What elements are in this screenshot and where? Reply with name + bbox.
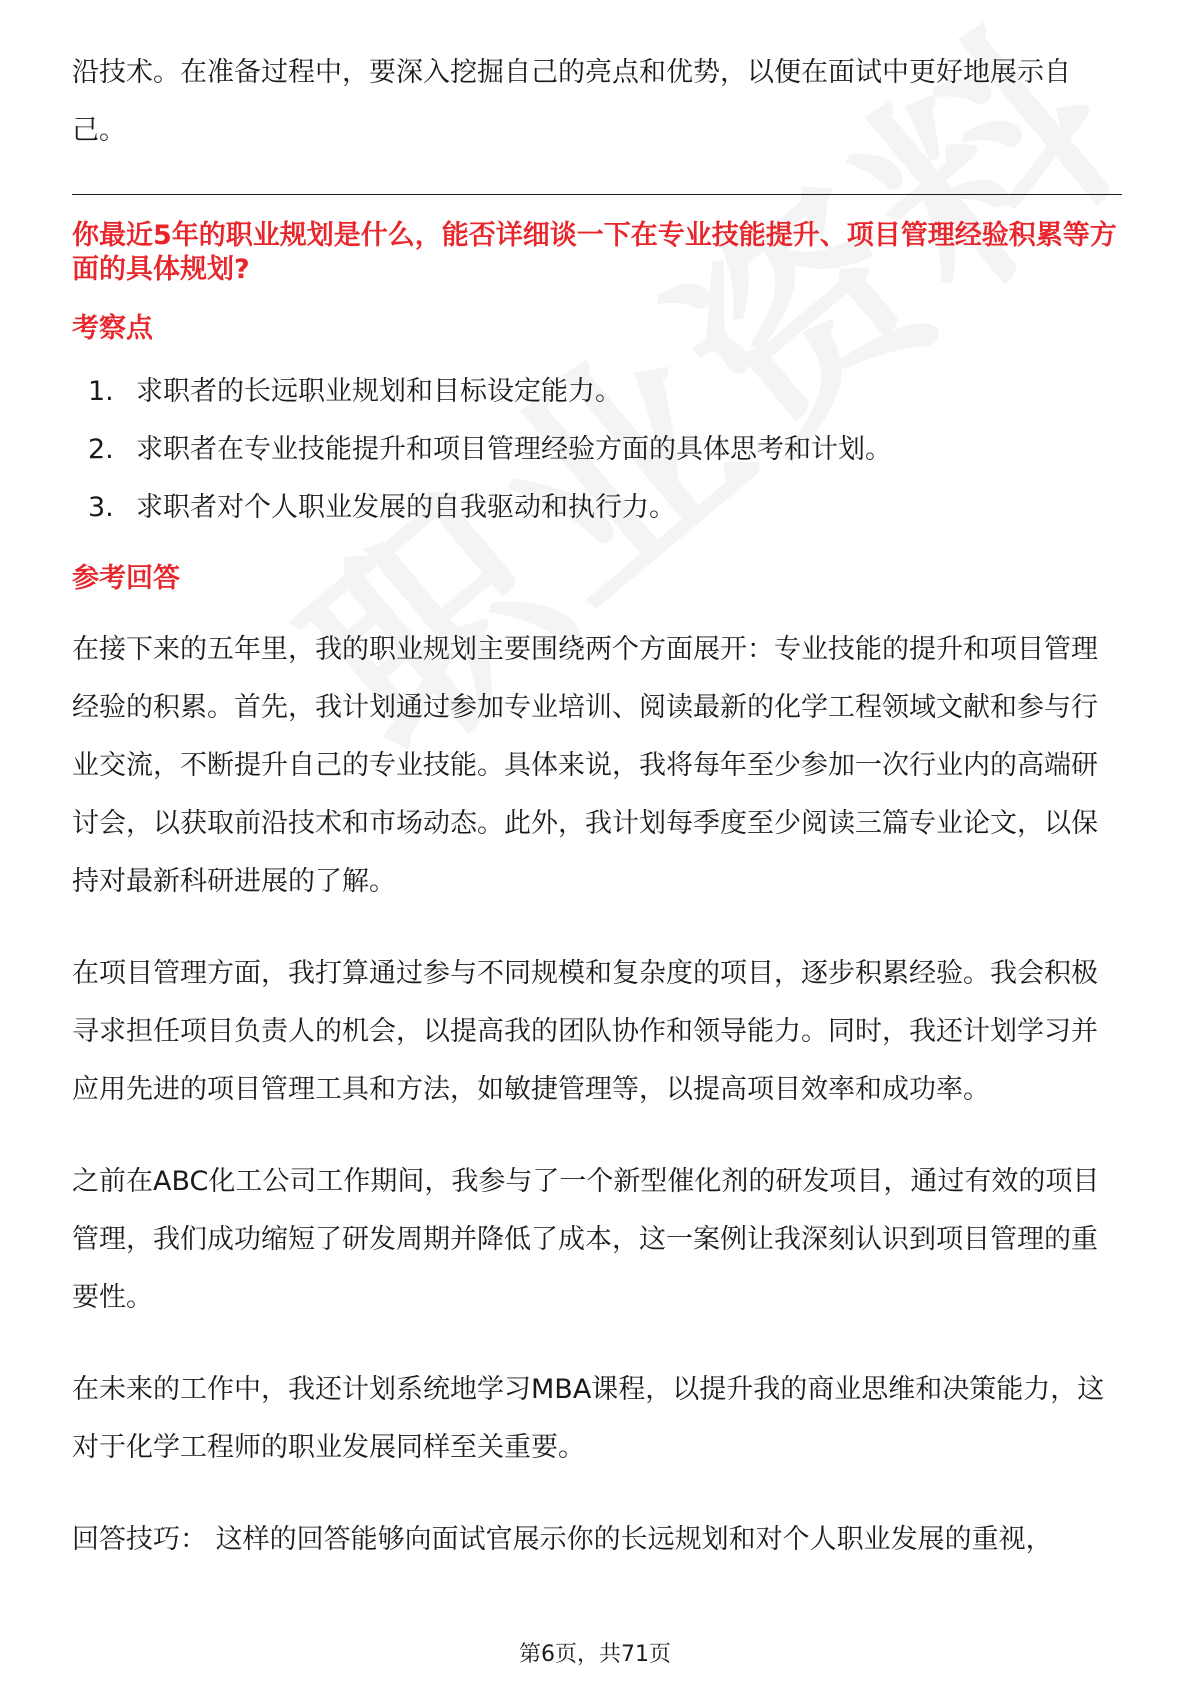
section-divider: [72, 194, 1122, 195]
point-item: [72, 421, 1122, 479]
point-text: 求职者的长远职业规划和目标设定能力。: [136, 376, 622, 407]
point-item: [72, 363, 1122, 421]
answer-paragraph-text: 在接下来的五年里，我的职业规划主要围绕两个方面展开：专业技能的提升和项目管理经验的积累。首先，我计划通过参加专业培训、阅读最新的化学工程领域文献和参与行业交流，不断提升自己的专业技能。具体来说，我将每年至少参加一次行业内的高端研讨会，以获取前沿技术和市场动态。此外，我计划每季度至少阅读三篇专业论文，以保持对最新科研进展的了解。: [72, 634, 1098, 897]
answer-paragraph: [72, 945, 1122, 1119]
point-number: 1.: [88, 376, 114, 407]
answer-paragraph: [72, 621, 1122, 911]
answer-tip: 回答技巧： 这样的回答能够向面试官展示你的长远规划和对个人职业发展的重视，: [72, 1524, 1053, 1555]
question-heading: 你最近5年的职业规划是什么，能否详细谈一下在专业技能提升、项目管理经验积累等方面的具体规划?: [72, 220, 1117, 285]
answer-paragraph-text: 之前在ABC化工公司工作期间，我参与了一个新型催化剂的研发项目，通过有效的项目管理，我们成功缩短了研发周期并降低了成本，这一案例让我深刻认识到项目管理的重要性。: [72, 1166, 1100, 1313]
point-text: 求职者在专业技能提升和项目管理经验方面的具体思考和计划。: [136, 434, 892, 465]
point-text: 求职者对个人职业发展的自我驱动和执行力。: [136, 492, 676, 523]
answer-paragraph: [72, 1361, 1122, 1477]
answer-title: 参考回答: [72, 563, 180, 594]
answer-paragraph: [72, 1153, 1122, 1327]
point-item: [72, 479, 1122, 537]
points-title: 考察点: [72, 313, 153, 344]
points-list: [72, 363, 1122, 537]
page-content: [72, 44, 1122, 1569]
page-footer: 第6页，共71页: [519, 1642, 671, 1667]
answer-paragraph-text: 在项目管理方面，我打算通过参与不同规模和复杂度的项目，逐步积累经验。我会积极寻求担任项目负责人的机会，以提高我的团队协作和领导能力。同时，我还计划学习并应用先进的项目管理工具和方法，如敏捷管理等，以提高项目效率和成功率。: [72, 958, 1098, 1105]
answer-paragraph-text: 在未来的工作中，我还计划系统地学习MBA课程，以提升我的商业思维和决策能力，这对于化学工程师的职业发展同样至关重要。: [72, 1374, 1105, 1463]
intro-paragraph-tail: 沿技术。在准备过程中，要深入挖掘自己的亮点和优势，以便在面试中更好地展示自己。: [72, 57, 1071, 146]
point-number: 3.: [88, 492, 114, 523]
point-number: 2.: [88, 434, 114, 465]
